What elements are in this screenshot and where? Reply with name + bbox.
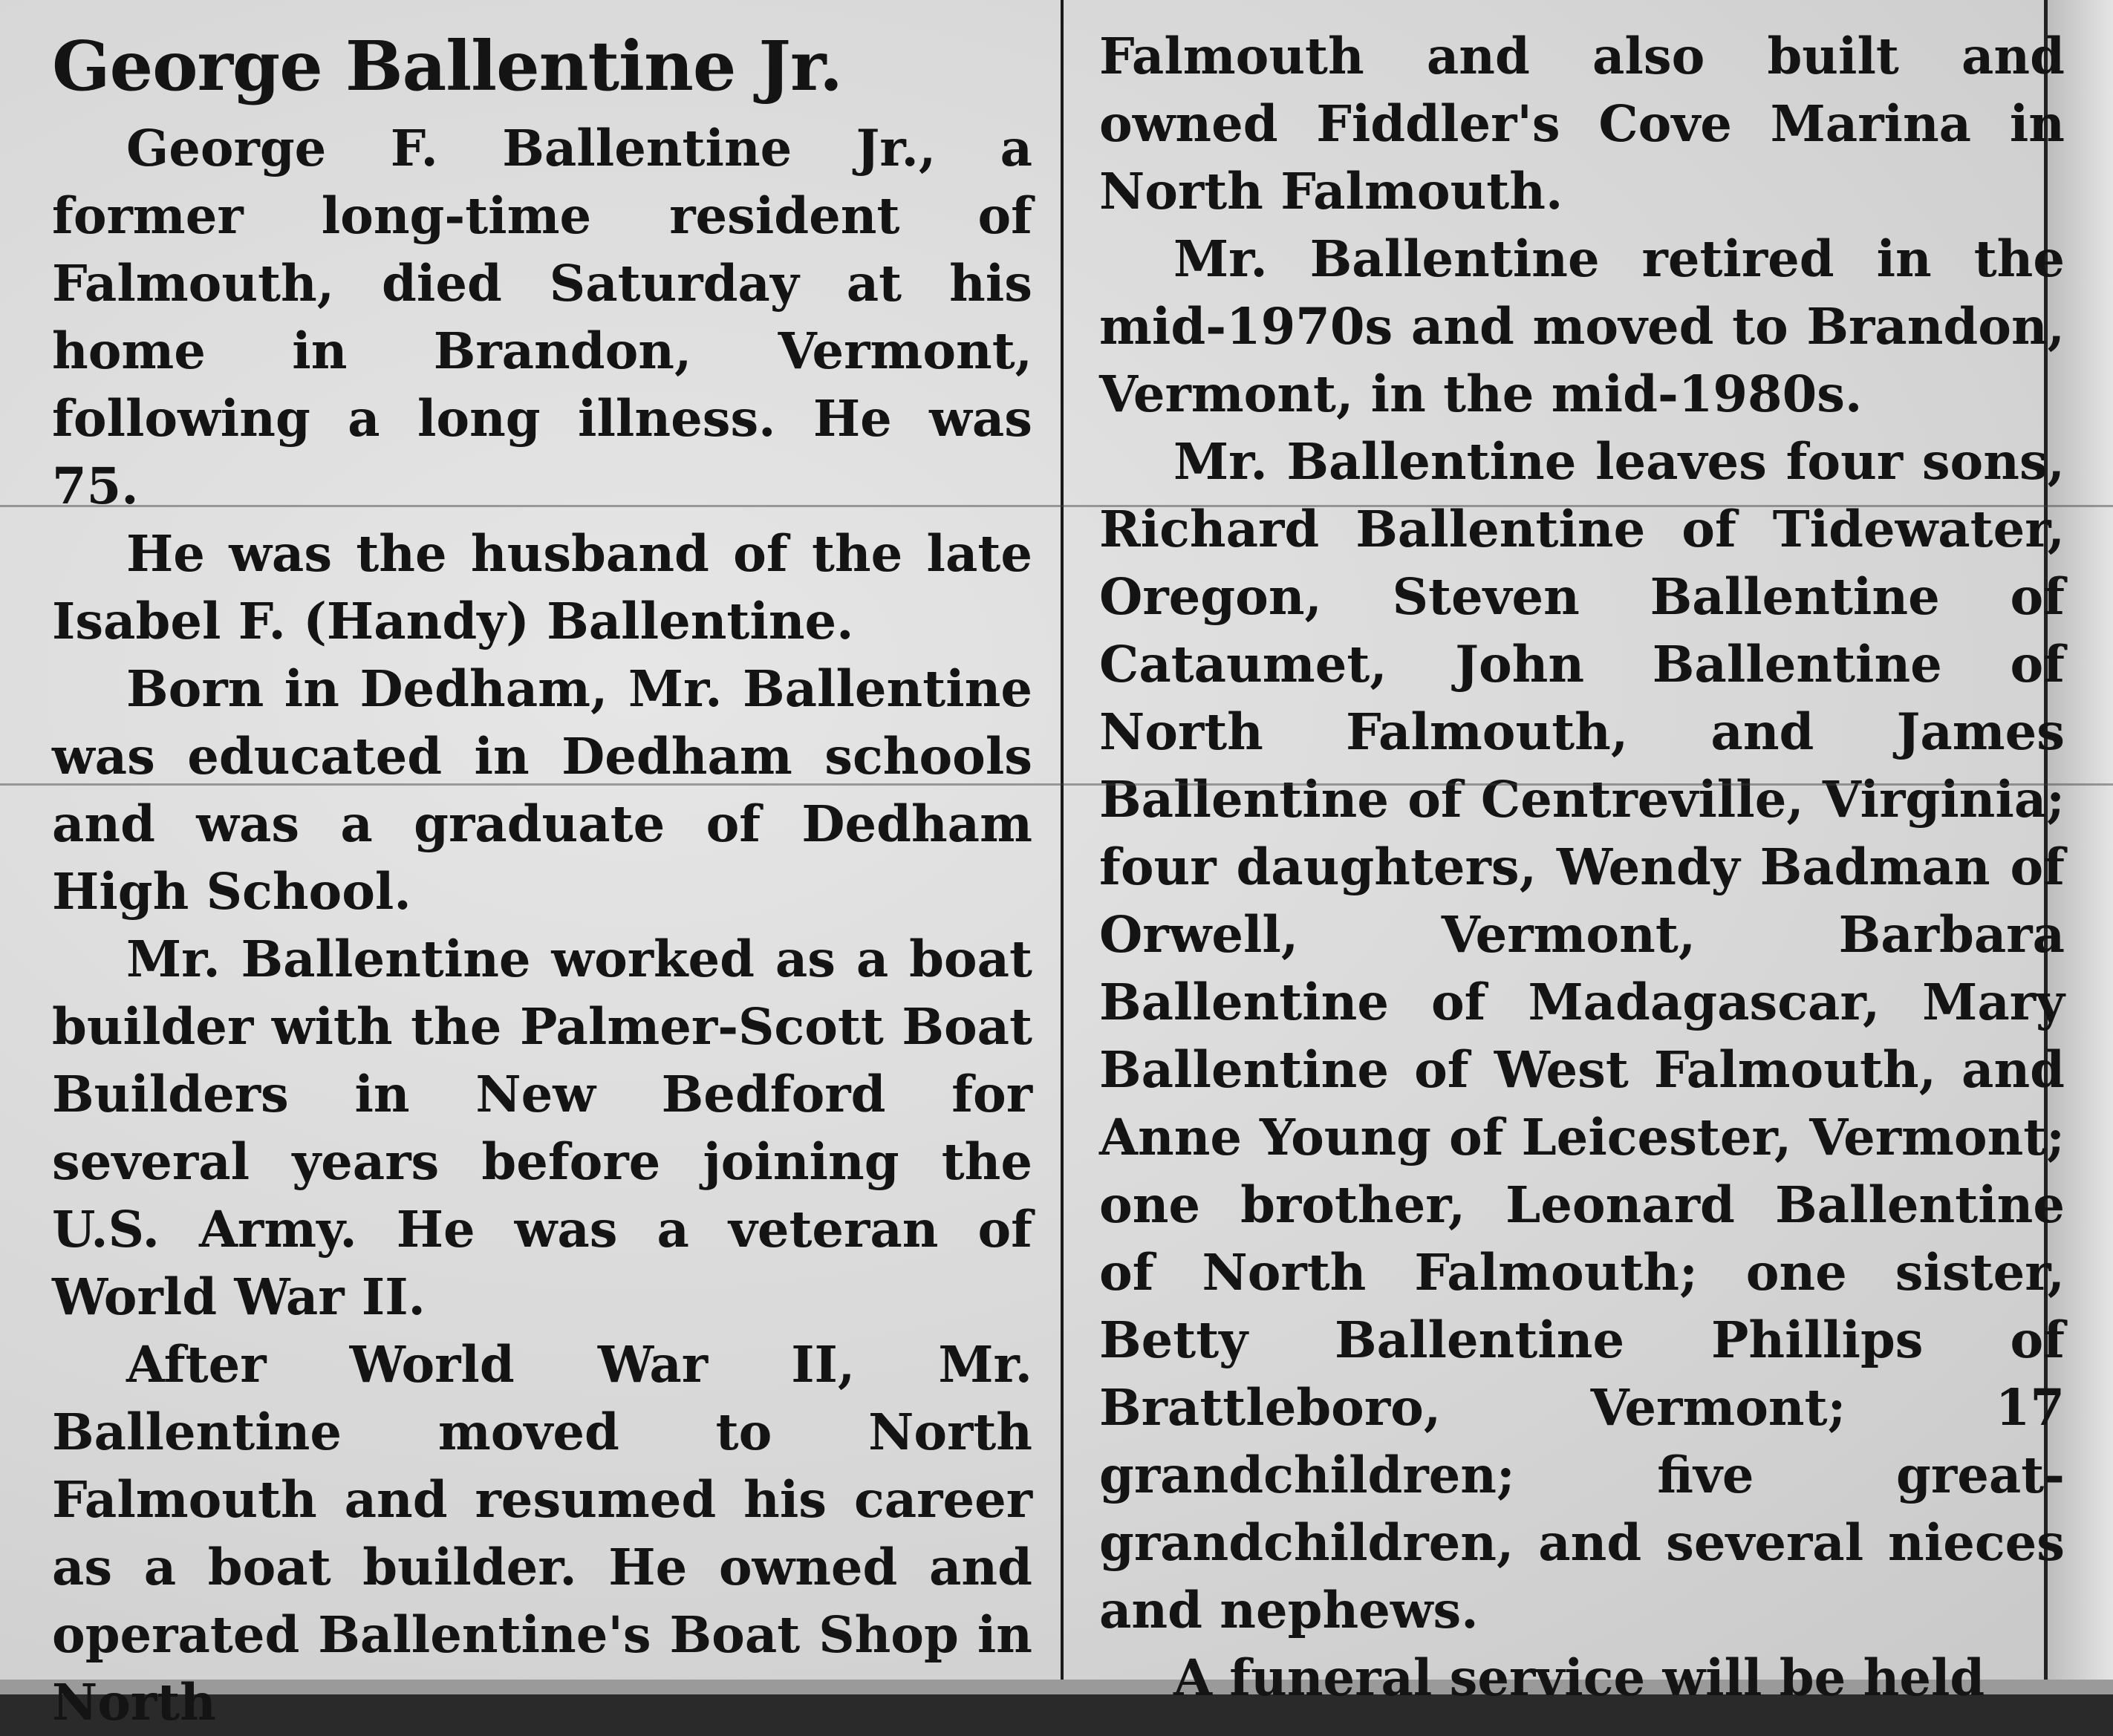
paragraph-postwar-career: After World War II, Mr. Ballentine moved to North Falmouth and resumed his career as a boat builder. He owned and operated Ballentine's Boat Shop in North [52, 1335, 1032, 1732]
right-column [1099, 22, 2065, 1711]
paragraph-funeral: A funeral service will be held [1173, 1648, 1985, 1707]
paragraph-education: Born in Dedham, Mr. Ballentine was educated in Dedham schools and was a graduate of Dedham High School. [52, 659, 1032, 921]
paper-fold-line [0, 505, 2113, 507]
paragraph-early-career: Mr. Ballentine worked as a boat builder with the Palmer-Scott Boat Builders in New Bedford for several years before joining the U.S. Army. He was a veteran of World War II. [52, 930, 1032, 1326]
obituary-headline: George Ballentine Jr. [52, 26, 842, 106]
paragraph-death-notice: George F. Ballentine Jr., a former long-time resident of Falmouth, died Saturday at his home in Brandon, Vermont, following a long illness. He was 75. [52, 119, 1032, 515]
left-column [52, 22, 1032, 1736]
paragraph-retirement: Mr. Ballentine retired in the mid-1970s and moved to Brandon, Vermont, in the mid-1980s. [1099, 229, 2065, 423]
paragraph-survivors: Mr. Ballentine leaves four sons, Richard Ballentine of Tidewater, Oregon, Steven Ballentine of Cataumet, John Ballentine of North Falmouth, and James Ballentine of Centreville, Virginia; four daughters, Wendy Badman of Orwell, Vermont, Barbara Ballentine of Madagascar, Mary Ballentine of West Falmouth, and Anne Young of Leicester, Vermont; one brother, Leonard Ballentine of North Falmouth; one sister, Betty Ballentine Phillips of Brattleboro, Vermont; 17 grandchildren; five great-grandchildren, and several nieces and nephews. [1099, 432, 2065, 1639]
paragraph-spouse: He was the husband of the late Isabel F. (Handy) Ballentine. [52, 524, 1032, 650]
paper-fold-line [0, 783, 2113, 786]
column-divider [1061, 0, 1064, 1694]
paragraph-marina: Falmouth and also built and owned Fiddler's Cove Marina in North Falmouth. [1099, 27, 2065, 221]
